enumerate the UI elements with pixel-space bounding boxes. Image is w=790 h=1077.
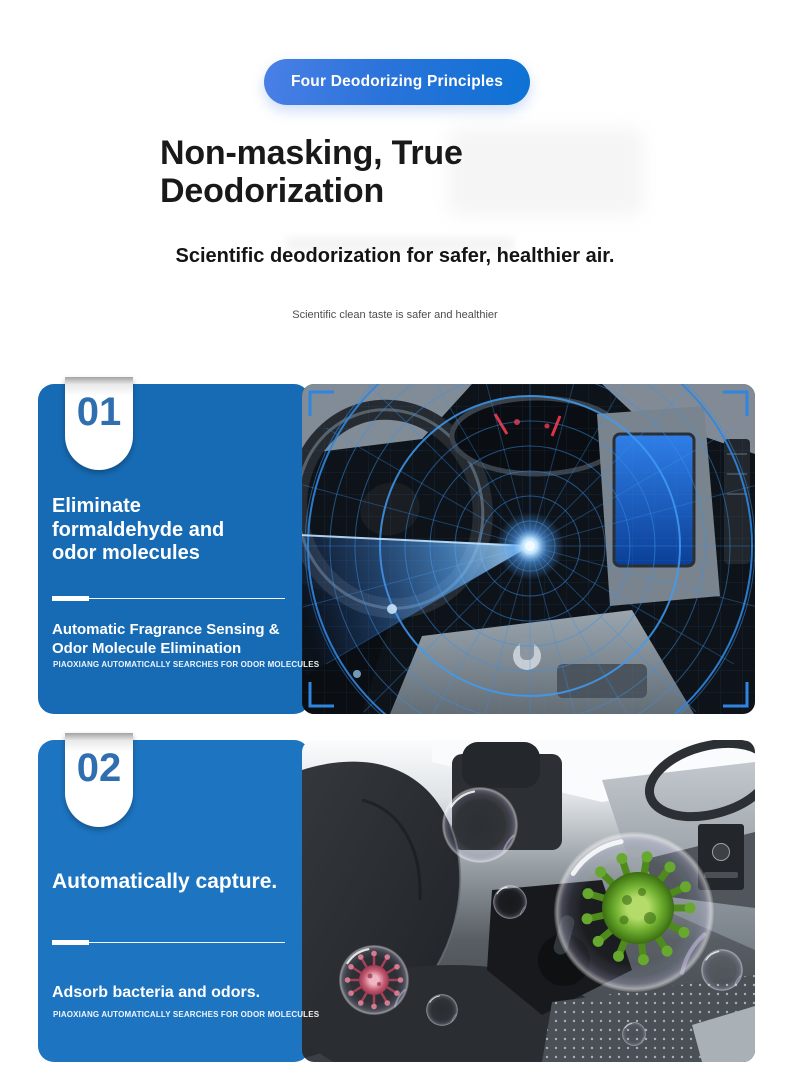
car-interior-virus-bubbles-photo (302, 740, 755, 1062)
section-badge-button[interactable]: Four Deodorizing Principles (264, 59, 530, 105)
section-01-subheading: Automatic Fragrance Sensing & Odor Molecule Elimination (52, 621, 280, 657)
section-02-photo (302, 740, 755, 1062)
watermark-ghost (448, 128, 643, 216)
section-number-tab-02: 02 (65, 733, 133, 827)
page-title-line1: Non-masking, True (160, 134, 463, 172)
section-02-subheading: Adsorb bacteria and odors. (52, 984, 261, 1001)
page-title-line2: Deodorization (160, 172, 385, 210)
section-02-heading: Automatically capture. (52, 870, 278, 893)
section-01-caption: PIAOXIANG AUTOMATICALLY SEARCHES FOR ODOR MOLECULES (53, 660, 320, 669)
page-title (160, 134, 463, 210)
divider (52, 596, 285, 601)
section-01-heading: Eliminate formaldehyde and odor molecules (52, 495, 225, 564)
page-tagline: Scientific clean taste is safer and healthier (292, 309, 498, 321)
section-01-photo (302, 384, 755, 714)
car-dashboard-radar-scan-photo (302, 384, 755, 714)
section-02-caption: PIAOXIANG AUTOMATICALLY SEARCHES FOR ODOR MOLECULES (53, 1010, 320, 1019)
divider (52, 940, 285, 945)
page-subtitle: Scientific deodorization for safer, healthier air. (175, 245, 615, 267)
section-number-tab-01: 01 (65, 377, 133, 470)
